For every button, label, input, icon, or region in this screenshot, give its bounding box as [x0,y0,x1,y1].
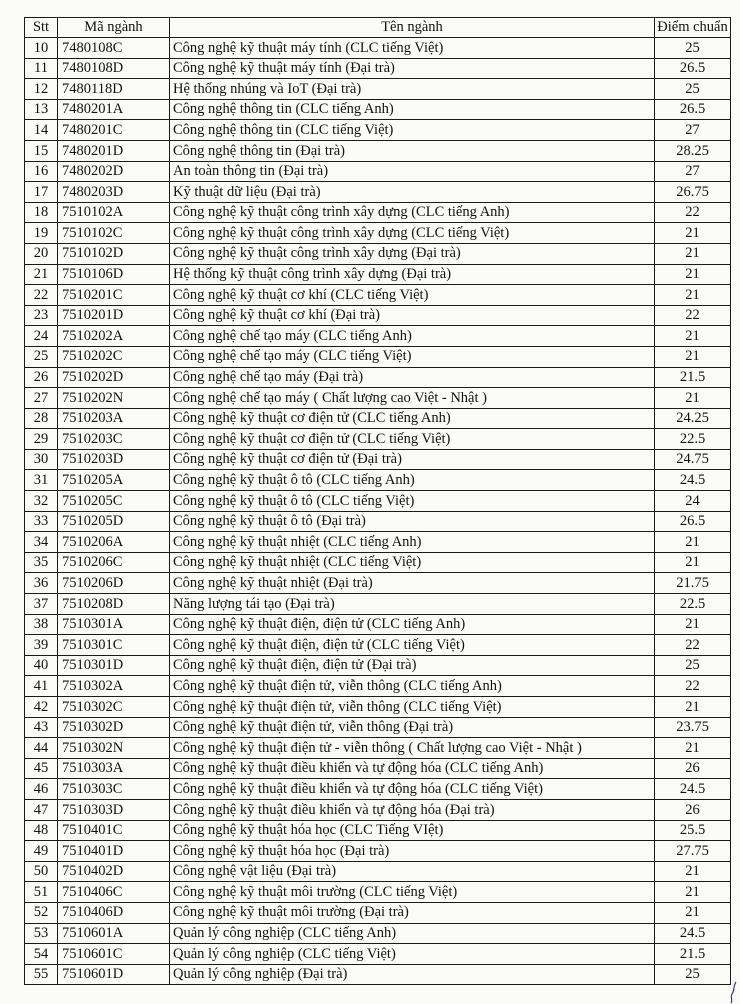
table-row [25,161,731,182]
row-major-code: 7510401D [58,841,170,862]
table-row [25,614,731,635]
row-major-name: Công nghệ kỹ thuật điều khiển và tự động hóa (CLC tiếng Anh) [170,758,655,779]
row-score: 27 [655,161,731,182]
row-stt: 20 [25,243,58,264]
row-score: 21 [655,388,731,409]
row-major-code: 7510203A [58,408,170,429]
table-row [25,902,731,923]
row-stt: 27 [25,388,58,409]
row-stt: 47 [25,799,58,820]
row-major-code: 7510601D [58,964,170,985]
row-stt: 22 [25,285,58,306]
header-score: Điểm chuẩn [655,18,731,38]
row-stt: 48 [25,820,58,841]
row-major-name: Năng lượng tái tạo (Đại trà) [170,594,655,615]
header-stt: Stt [25,18,58,38]
row-major-code: 7510206C [58,552,170,573]
row-score: 26.5 [655,58,731,79]
row-stt: 21 [25,264,58,285]
row-major-name: Công nghệ kỹ thuật công trình xây dựng (Đại trà) [170,243,655,264]
table-row [25,58,731,79]
table-row [25,944,731,965]
row-major-code: 7480201D [58,140,170,161]
row-major-name: An toàn thông tin (Đại trà) [170,161,655,182]
row-major-name: Công nghệ kỹ thuật cơ điện tử (Đại trà) [170,449,655,470]
table-row [25,758,731,779]
row-major-code: 7510301A [58,614,170,635]
row-major-name: Công nghệ chế tạo máy (Đại trà) [170,367,655,388]
row-major-name: Công nghệ kỹ thuật nhiệt (CLC tiếng Anh) [170,532,655,553]
row-major-name: Công nghệ kỹ thuật môi trường (CLC tiếng Việt) [170,882,655,903]
row-stt: 34 [25,532,58,553]
admission-score-table [24,17,731,985]
row-stt: 38 [25,614,58,635]
row-stt: 17 [25,182,58,203]
table-row [25,223,731,244]
row-stt: 15 [25,140,58,161]
row-score: 21 [655,532,731,553]
row-major-code: 7510205A [58,470,170,491]
row-score: 21 [655,697,731,718]
row-major-code: 7510205D [58,511,170,532]
table-row [25,799,731,820]
table-row [25,408,731,429]
row-stt: 44 [25,738,58,759]
row-major-name: Công nghệ kỹ thuật nhiệt (CLC tiếng Việt) [170,552,655,573]
row-major-name: Công nghệ kỹ thuật cơ điện tử (CLC tiếng Anh) [170,408,655,429]
table-row [25,346,731,367]
row-score: 26 [655,799,731,820]
table-row [25,676,731,697]
row-major-code: 7510406D [58,902,170,923]
table-row [25,820,731,841]
row-major-name: Công nghệ chế tạo máy ( Chất lượng cao Việt - Nhật ) [170,388,655,409]
table-row [25,594,731,615]
table-row [25,38,731,59]
row-major-code: 7510202C [58,346,170,367]
row-stt: 53 [25,923,58,944]
row-score: 21 [655,614,731,635]
row-stt: 43 [25,717,58,738]
row-major-code: 7510201C [58,285,170,306]
row-major-code: 7480203D [58,182,170,203]
row-major-code: 7510102D [58,243,170,264]
row-score: 24 [655,491,731,512]
row-major-name: Công nghệ kỹ thuật máy tính (Đại trà) [170,58,655,79]
row-major-code: 7510303C [58,779,170,800]
row-stt: 33 [25,511,58,532]
table-row [25,552,731,573]
row-major-name: Quản lý công nghiệp (Đại trà) [170,964,655,985]
table-row [25,841,731,862]
row-stt: 35 [25,552,58,573]
row-score: 21 [655,882,731,903]
row-score: 24.25 [655,408,731,429]
row-major-name: Công nghệ kỹ thuật công trình xây dựng (CLC tiếng Anh) [170,202,655,223]
row-major-code: 7510202A [58,326,170,347]
table-row [25,923,731,944]
row-score: 21 [655,861,731,882]
row-major-code: 7510301C [58,635,170,656]
row-major-code: 7480108C [58,38,170,59]
row-stt: 18 [25,202,58,223]
row-score: 24.5 [655,779,731,800]
row-score: 22 [655,635,731,656]
row-score: 22 [655,305,731,326]
row-major-code: 7510601A [58,923,170,944]
table-row [25,635,731,656]
table-header [25,18,731,38]
row-stt: 28 [25,408,58,429]
row-major-name: Công nghệ chế tạo máy (CLC tiếng Việt) [170,346,655,367]
table-row [25,182,731,203]
table-row [25,738,731,759]
row-score: 26.5 [655,99,731,120]
row-score: 21 [655,223,731,244]
table-row [25,429,731,450]
row-score: 26.5 [655,511,731,532]
table-row [25,305,731,326]
table-row [25,511,731,532]
row-stt: 10 [25,38,58,59]
table-row [25,449,731,470]
row-major-code: 7510302C [58,697,170,718]
row-stt: 32 [25,491,58,512]
row-stt: 52 [25,902,58,923]
row-stt: 16 [25,161,58,182]
row-major-name: Công nghệ kỹ thuật điện tử, viễn thông (CLC tiếng Việt) [170,697,655,718]
table-row [25,470,731,491]
row-major-code: 7510205C [58,491,170,512]
row-major-name: Công nghệ kỹ thuật hóa học (CLC Tiếng VIệt) [170,820,655,841]
row-major-name: Công nghệ kỹ thuật máy tính (CLC tiếng Việt) [170,38,655,59]
row-major-code: 7480201A [58,99,170,120]
row-score: 21.5 [655,367,731,388]
row-stt: 50 [25,861,58,882]
row-major-code: 7510601C [58,944,170,965]
table-row [25,655,731,676]
table-row [25,964,731,985]
row-stt: 49 [25,841,58,862]
row-score: 28.25 [655,140,731,161]
row-major-code: 7510102A [58,202,170,223]
table-row [25,532,731,553]
row-major-name: Công nghệ kỹ thuật ô tô (CLC tiếng Anh) [170,470,655,491]
row-major-code: 7510206A [58,532,170,553]
row-major-code: 7510201D [58,305,170,326]
row-stt: 37 [25,594,58,615]
row-stt: 54 [25,944,58,965]
row-stt: 19 [25,223,58,244]
row-score: 25 [655,38,731,59]
row-score: 21 [655,285,731,306]
row-major-name: Công nghệ kỹ thuật điều khiển và tự động hóa (Đại trà) [170,799,655,820]
table-row [25,491,731,512]
row-score: 21 [655,552,731,573]
header-name: Tên ngành [170,18,655,38]
page-edge-handwriting-mark [728,980,738,1004]
row-score: 23.75 [655,717,731,738]
row-stt: 26 [25,367,58,388]
row-score: 25 [655,655,731,676]
row-major-code: 7510301D [58,655,170,676]
table-row [25,779,731,800]
row-score: 26.75 [655,182,731,203]
row-stt: 40 [25,655,58,676]
row-stt: 55 [25,964,58,985]
row-stt: 30 [25,449,58,470]
table-row [25,861,731,882]
row-score: 21 [655,346,731,367]
table-row [25,264,731,285]
row-score: 21 [655,738,731,759]
row-major-name: Kỹ thuật dữ liệu (Đại trà) [170,182,655,203]
row-major-code: 7510206D [58,573,170,594]
table-row [25,717,731,738]
row-score: 27 [655,120,731,141]
table-row [25,367,731,388]
row-major-code: 7510406C [58,882,170,903]
table-row [25,697,731,718]
row-major-name: Công nghệ kỹ thuật điều khiển và tự động hóa (CLC tiếng Việt) [170,779,655,800]
row-score: 22 [655,676,731,697]
row-stt: 51 [25,882,58,903]
row-score: 24.5 [655,923,731,944]
row-major-code: 7510302N [58,738,170,759]
row-score: 22.5 [655,594,731,615]
row-score: 27.75 [655,841,731,862]
table-row [25,285,731,306]
row-stt: 11 [25,58,58,79]
row-major-name: Công nghệ kỹ thuật cơ khí (Đại trà) [170,305,655,326]
row-stt: 41 [25,676,58,697]
table-row [25,202,731,223]
row-major-code: 7510202D [58,367,170,388]
table-row [25,99,731,120]
row-score: 24.75 [655,449,731,470]
table-row [25,326,731,347]
row-major-name: Công nghệ kỹ thuật hóa học (Đại trà) [170,841,655,862]
row-score: 22 [655,202,731,223]
row-major-code: 7510303A [58,758,170,779]
row-major-name: Công nghệ kỹ thuật điện, điện tử (CLC tiếng Anh) [170,614,655,635]
table-row [25,120,731,141]
table-row [25,388,731,409]
row-score: 22.5 [655,429,731,450]
row-major-code: 7510303D [58,799,170,820]
row-major-name: Công nghệ kỹ thuật điện tử - viễn thông ( Chất lượng cao Việt - Nhật ) [170,738,655,759]
row-major-name: Công nghệ kỹ thuật cơ khí (CLC tiếng Việt) [170,285,655,306]
table-row [25,243,731,264]
row-stt: 45 [25,758,58,779]
table-row [25,79,731,100]
row-major-name: Quản lý công nghiệp (CLC tiếng Anh) [170,923,655,944]
row-stt: 46 [25,779,58,800]
row-major-name: Công nghệ chế tạo máy (CLC tiếng Anh) [170,326,655,347]
row-major-code: 7510302A [58,676,170,697]
table-body [25,38,731,985]
row-stt: 39 [25,635,58,656]
row-score: 21.5 [655,944,731,965]
row-major-code: 7510203D [58,449,170,470]
row-major-name: Công nghệ kỹ thuật điện tử, viễn thông (CLC tiếng Anh) [170,676,655,697]
row-major-name: Công nghệ kỹ thuật điện, điện tử (Đại trà) [170,655,655,676]
row-major-name: Công nghệ thông tin (Đại trà) [170,140,655,161]
row-major-code: 7480108D [58,58,170,79]
row-major-code: 7510208D [58,594,170,615]
row-major-name: Công nghệ kỹ thuật môi trường (Đại trà) [170,902,655,923]
row-major-name: Công nghệ kỹ thuật ô tô (Đại trà) [170,511,655,532]
row-stt: 14 [25,120,58,141]
row-major-name: Công nghệ thông tin (CLC tiếng Anh) [170,99,655,120]
row-major-name: Công nghệ kỹ thuật cơ điện tử (CLC tiếng Việt) [170,429,655,450]
header-code: Mã ngành [58,18,170,38]
row-major-name: Công nghệ vật liệu (Đại trà) [170,861,655,882]
row-major-name: Công nghệ kỹ thuật điện tử, viễn thông (Đại trà) [170,717,655,738]
row-major-name: Công nghệ kỹ thuật nhiệt (Đại trà) [170,573,655,594]
row-major-name: Công nghệ kỹ thuật ô tô (CLC tiếng Việt) [170,491,655,512]
row-major-name: Hệ thống nhúng và IoT (Đại trà) [170,79,655,100]
row-major-name: Công nghệ thông tin (CLC tiếng Việt) [170,120,655,141]
row-stt: 42 [25,697,58,718]
row-major-code: 7510202N [58,388,170,409]
row-score: 21 [655,326,731,347]
row-stt: 36 [25,573,58,594]
row-major-code: 7480202D [58,161,170,182]
row-stt: 23 [25,305,58,326]
row-major-name: Quản lý công nghiệp (CLC tiếng Việt) [170,944,655,965]
row-major-code: 7510203C [58,429,170,450]
row-score: 25.5 [655,820,731,841]
header-row [25,18,731,38]
row-score: 21 [655,264,731,285]
row-score: 24.5 [655,470,731,491]
row-stt: 29 [25,429,58,450]
row-stt: 13 [25,99,58,120]
row-score: 21 [655,243,731,264]
table-row [25,882,731,903]
row-major-code: 7510402D [58,861,170,882]
table-row [25,573,731,594]
row-stt: 24 [25,326,58,347]
row-score: 25 [655,79,731,100]
row-score: 26 [655,758,731,779]
row-major-name: Hệ thống kỹ thuật công trình xây dựng (Đại trà) [170,264,655,285]
row-major-name: Công nghệ kỹ thuật điện, điện tử (CLC tiếng Việt) [170,635,655,656]
row-score: 21.75 [655,573,731,594]
row-stt: 12 [25,79,58,100]
table-row [25,140,731,161]
row-score: 25 [655,964,731,985]
row-major-code: 7480201C [58,120,170,141]
row-stt: 31 [25,470,58,491]
row-major-code: 7510302D [58,717,170,738]
row-major-code: 7510102C [58,223,170,244]
row-major-code: 7480118D [58,79,170,100]
row-major-code: 7510106D [58,264,170,285]
row-major-name: Công nghệ kỹ thuật công trình xây dựng (CLC tiếng Việt) [170,223,655,244]
row-stt: 25 [25,346,58,367]
row-major-code: 7510401C [58,820,170,841]
row-score: 21 [655,902,731,923]
